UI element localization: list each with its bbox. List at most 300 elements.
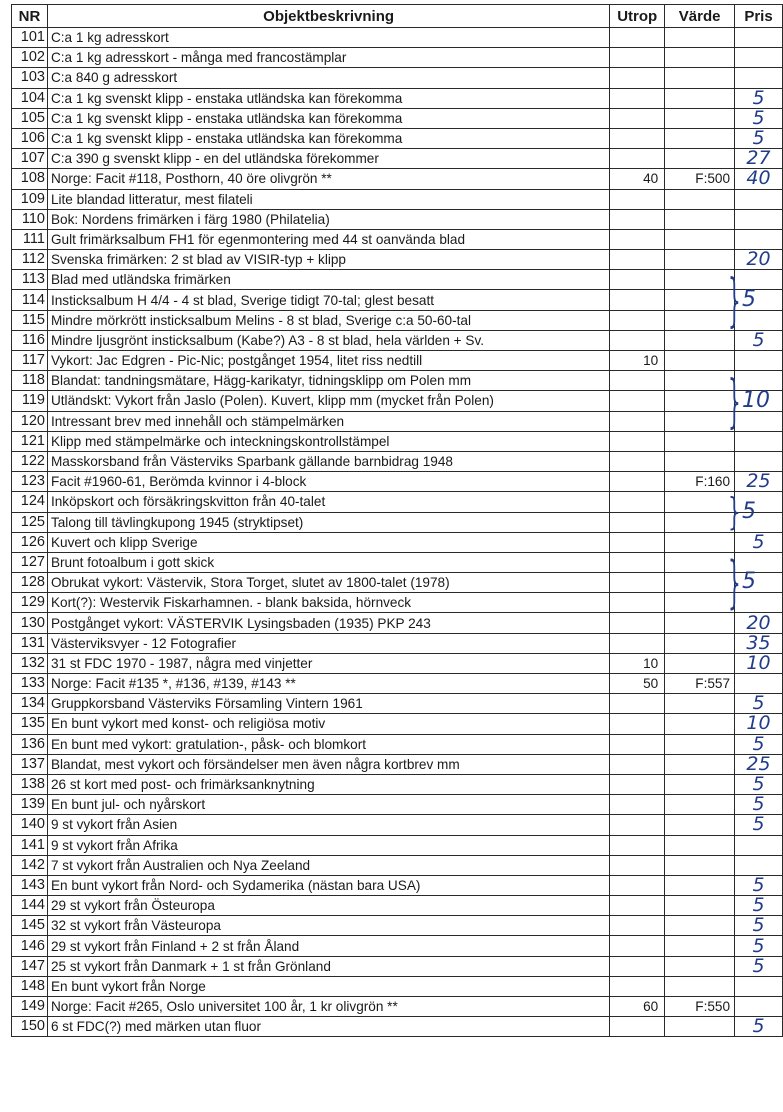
lot-number: 108 <box>12 169 48 189</box>
table-row <box>12 916 783 936</box>
lot-description: 25 st vykort från Danmark + 1 st från Grönland <box>47 956 609 976</box>
lot-starting-price <box>610 896 665 916</box>
lot-description: Brunt fotoalbum i gott skick <box>47 552 609 572</box>
table-row <box>12 88 783 108</box>
lot-handwritten-price: 5 <box>735 896 783 916</box>
lot-description: 7 st vykort från Australien och Nya Zeeland <box>47 855 609 875</box>
lot-handwritten-price: 40 <box>735 169 783 189</box>
lot-catalogue-value <box>665 1017 735 1037</box>
lot-catalogue-value: F:557 <box>665 674 735 694</box>
brace-group-price: 5 <box>742 498 756 524</box>
brace-mark: } <box>728 548 741 616</box>
lot-description: C:a 1 kg svenskt klipp - enstaka utländska kan förekomma <box>47 88 609 108</box>
lot-starting-price <box>610 694 665 714</box>
lot-description: En bunt jul- och nyårskort <box>47 795 609 815</box>
table-row <box>12 613 783 633</box>
lot-handwritten-price <box>735 593 783 613</box>
lot-handwritten-price <box>735 310 783 330</box>
lot-starting-price <box>610 189 665 209</box>
lot-description: Blandat: tandningsmätare, Hägg-karikatyr, tidningsklipp om Polen mm <box>47 371 609 391</box>
lot-number: 148 <box>12 976 48 996</box>
table-row <box>12 956 783 976</box>
lot-catalogue-value <box>665 290 735 310</box>
lot-catalogue-value <box>665 653 735 673</box>
lot-number: 143 <box>12 875 48 895</box>
lot-catalogue-value <box>665 149 735 169</box>
lot-catalogue-value <box>665 88 735 108</box>
lot-starting-price <box>610 613 665 633</box>
lot-handwritten-price: 5 <box>735 734 783 754</box>
table-row <box>12 875 783 895</box>
lot-catalogue-value <box>665 936 735 956</box>
lot-number: 119 <box>12 391 48 411</box>
auction-lot-table <box>11 4 783 1037</box>
lot-starting-price <box>610 270 665 290</box>
lot-catalogue-value <box>665 451 735 471</box>
table-row <box>12 815 783 835</box>
lot-number: 112 <box>12 250 48 270</box>
lot-number: 122 <box>12 451 48 471</box>
header-varde: Värde <box>665 5 735 28</box>
lot-starting-price <box>610 149 665 169</box>
lot-starting-price <box>610 431 665 451</box>
lot-description: Bok: Nordens frimärken i färg 1980 (Philatelia) <box>47 209 609 229</box>
lot-catalogue-value <box>665 815 735 835</box>
lot-starting-price <box>610 875 665 895</box>
lot-description: Lite blandad litteratur, mest filateli <box>47 189 609 209</box>
table-row <box>12 754 783 774</box>
lot-handwritten-price <box>735 229 783 249</box>
lot-starting-price <box>610 391 665 411</box>
brace-mark: } <box>728 366 741 435</box>
lot-starting-price <box>610 48 665 68</box>
lot-starting-price <box>610 290 665 310</box>
lot-starting-price <box>610 956 665 976</box>
table-row <box>12 976 783 996</box>
lot-number: 109 <box>12 189 48 209</box>
lot-catalogue-value <box>665 552 735 572</box>
lot-catalogue-value <box>665 209 735 229</box>
lot-starting-price <box>610 714 665 734</box>
lot-description: Facit #1960-61, Berömda kvinnor i 4-block <box>47 472 609 492</box>
lot-description: Svenska frimärken: 2 st blad av VISIR-typ + klipp <box>47 250 609 270</box>
table-row <box>12 552 783 572</box>
lot-handwritten-price: 10 <box>735 714 783 734</box>
lot-number: 131 <box>12 633 48 653</box>
lot-description: C:a 390 g svenskt klipp - en del utländska förekommer <box>47 149 609 169</box>
lot-starting-price: 10 <box>610 653 665 673</box>
lot-starting-price <box>610 310 665 330</box>
lot-starting-price <box>610 492 665 512</box>
lot-handwritten-price: 35 <box>735 633 783 653</box>
lot-number: 130 <box>12 613 48 633</box>
lot-number: 132 <box>12 653 48 673</box>
table-row <box>12 310 783 330</box>
lot-starting-price <box>610 472 665 492</box>
table-row <box>12 1017 783 1037</box>
lot-handwritten-price <box>735 997 783 1017</box>
lot-description: Norge: Facit #135 *, #136, #139, #143 ** <box>47 674 609 694</box>
lot-number: 121 <box>12 431 48 451</box>
lot-description: En bunt vykort från Nord- och Sydamerika (nästan bara USA) <box>47 875 609 895</box>
lot-handwritten-price: 5 <box>735 1017 783 1037</box>
lot-starting-price <box>610 936 665 956</box>
lot-catalogue-value <box>665 633 735 653</box>
lot-description: C:a 1 kg adresskort - många med francostämplar <box>47 48 609 68</box>
lot-handwritten-price: 5 <box>735 815 783 835</box>
lot-number: 147 <box>12 956 48 976</box>
lot-starting-price <box>610 754 665 774</box>
lot-handwritten-price <box>735 431 783 451</box>
lot-description: Kuvert och klipp Sverige <box>47 532 609 552</box>
table-row <box>12 835 783 855</box>
lot-number: 139 <box>12 795 48 815</box>
table-row <box>12 371 783 391</box>
table-row <box>12 896 783 916</box>
lot-catalogue-value <box>665 976 735 996</box>
lot-starting-price <box>610 108 665 128</box>
table-row <box>12 48 783 68</box>
lot-catalogue-value <box>665 48 735 68</box>
lot-number: 127 <box>12 552 48 572</box>
table-row <box>12 290 783 310</box>
lot-catalogue-value <box>665 734 735 754</box>
lot-starting-price <box>610 250 665 270</box>
lot-catalogue-value <box>665 28 735 48</box>
lot-starting-price <box>610 1017 665 1037</box>
lot-number: 133 <box>12 674 48 694</box>
lot-number: 114 <box>12 290 48 310</box>
lot-starting-price <box>610 68 665 88</box>
lot-description: 29 st vykort från Finland + 2 st från Åland <box>47 936 609 956</box>
lot-starting-price <box>610 229 665 249</box>
table-row <box>12 936 783 956</box>
lot-number: 102 <box>12 48 48 68</box>
table-row <box>12 28 783 48</box>
table-row <box>12 694 783 714</box>
lot-starting-price <box>610 976 665 996</box>
lot-description: Gult frimärksalbum FH1 för egenmontering med 44 st oanvända blad <box>47 229 609 249</box>
lot-number: 149 <box>12 997 48 1017</box>
lot-catalogue-value <box>665 128 735 148</box>
lot-catalogue-value <box>665 250 735 270</box>
lot-handwritten-price: 5 <box>735 795 783 815</box>
lot-description: Postgånget vykort: VÄSTERVIK Lysingsbaden (1935) PKP 243 <box>47 613 609 633</box>
brace-group-price: 10 <box>742 387 770 413</box>
lot-starting-price: 50 <box>610 674 665 694</box>
lot-starting-price <box>610 330 665 350</box>
lot-number: 150 <box>12 1017 48 1037</box>
lot-number: 137 <box>12 754 48 774</box>
lot-number: 103 <box>12 68 48 88</box>
table-row <box>12 714 783 734</box>
lot-catalogue-value <box>665 189 735 209</box>
table-row <box>12 270 783 290</box>
lot-handwritten-price: 20 <box>735 613 783 633</box>
lot-number: 111 <box>12 229 48 249</box>
header-pris: Pris <box>735 5 783 28</box>
lot-starting-price <box>610 512 665 532</box>
lot-catalogue-value: F:500 <box>665 169 735 189</box>
table-row <box>12 169 783 189</box>
lot-number: 124 <box>12 492 48 512</box>
lot-number: 146 <box>12 936 48 956</box>
lot-handwritten-price <box>735 28 783 48</box>
lot-catalogue-value <box>665 774 735 794</box>
lot-description: Västerviksvyer - 12 Fotografier <box>47 633 609 653</box>
lot-catalogue-value <box>665 371 735 391</box>
lot-catalogue-value <box>665 512 735 532</box>
table-row <box>12 472 783 492</box>
lot-catalogue-value <box>665 835 735 855</box>
lot-catalogue-value <box>665 391 735 411</box>
lot-catalogue-value <box>665 270 735 290</box>
header-description: Objektbeskrivning <box>47 5 609 28</box>
lot-starting-price <box>610 795 665 815</box>
table-row <box>12 431 783 451</box>
table-row <box>12 774 783 794</box>
table-row <box>12 633 783 653</box>
table-row <box>12 532 783 552</box>
table-row <box>12 674 783 694</box>
lot-number: 117 <box>12 351 48 371</box>
lot-catalogue-value <box>665 754 735 774</box>
table-row <box>12 795 783 815</box>
lot-catalogue-value <box>665 532 735 552</box>
table-row <box>12 855 783 875</box>
lot-catalogue-value <box>665 229 735 249</box>
lot-number: 120 <box>12 411 48 431</box>
lot-number: 113 <box>12 270 48 290</box>
lot-catalogue-value <box>665 593 735 613</box>
lot-description: En bunt vykort med konst- och religiösa motiv <box>47 714 609 734</box>
lot-description: Blandat, mest vykort och försändelser men även några kortbrev mm <box>47 754 609 774</box>
lot-starting-price <box>610 532 665 552</box>
header-row <box>12 5 783 28</box>
lot-description: En bunt vykort från Norge <box>47 976 609 996</box>
table-row <box>12 149 783 169</box>
lot-description: Intressant brev med innehåll och stämpelmärken <box>47 411 609 431</box>
lot-description: 9 st vykort från Asien <box>47 815 609 835</box>
lot-description: Kort(?): Westervik Fiskarhamnen. - blank baksida, hörnveck <box>47 593 609 613</box>
lot-number: 138 <box>12 774 48 794</box>
lot-description: Utländskt: Vykort från Jaslo (Polen). Kuvert, klipp mm (mycket från Polen) <box>47 391 609 411</box>
lot-catalogue-value <box>665 310 735 330</box>
lot-rows <box>12 28 783 1037</box>
lot-number: 105 <box>12 108 48 128</box>
lot-handwritten-price: 25 <box>735 754 783 774</box>
lot-handwritten-price <box>735 411 783 431</box>
table-row <box>12 451 783 471</box>
lot-description: C:a 1 kg svenskt klipp - enstaka utländska kan förekomma <box>47 108 609 128</box>
lot-number: 135 <box>12 714 48 734</box>
lot-handwritten-price: 5 <box>735 108 783 128</box>
brace-mark: } <box>728 265 741 334</box>
lot-starting-price <box>610 88 665 108</box>
lot-catalogue-value: F:550 <box>665 997 735 1017</box>
lot-starting-price <box>610 633 665 653</box>
brace-group-price: 5 <box>742 286 756 312</box>
table-row <box>12 734 783 754</box>
lot-catalogue-value <box>665 330 735 350</box>
table-row <box>12 330 783 350</box>
lot-handwritten-price: 27 <box>735 149 783 169</box>
lot-handwritten-price: 5 <box>735 330 783 350</box>
brace-group-price: 5 <box>742 569 756 594</box>
lot-number: 144 <box>12 896 48 916</box>
lot-starting-price <box>610 593 665 613</box>
lot-description: Inköpskort och försäkringskvitton från 40-talet <box>47 492 609 512</box>
lot-handwritten-price <box>735 976 783 996</box>
lot-description: 32 st vykort från Västeuropa <box>47 916 609 936</box>
table-row <box>12 68 783 88</box>
lot-handwritten-price <box>735 209 783 229</box>
lot-starting-price <box>610 916 665 936</box>
lot-description: Blad med utländska frimärken <box>47 270 609 290</box>
lot-number: 134 <box>12 694 48 714</box>
lot-catalogue-value <box>665 108 735 128</box>
lot-number: 106 <box>12 128 48 148</box>
lot-description: En bunt med vykort: gratulation-, påsk- och blomkort <box>47 734 609 754</box>
lot-description: Klipp med stämpelmärke och inteckningskontrollstämpel <box>47 431 609 451</box>
lot-number: 129 <box>12 593 48 613</box>
lot-handwritten-price: 5 <box>735 128 783 148</box>
lot-handwritten-price <box>735 68 783 88</box>
lot-catalogue-value <box>665 956 735 976</box>
table-row <box>12 593 783 613</box>
lot-starting-price <box>610 28 665 48</box>
lot-catalogue-value <box>665 896 735 916</box>
lot-handwritten-price <box>735 351 783 371</box>
lot-starting-price <box>610 209 665 229</box>
lot-description: Talong till tävlingkupong 1945 (stryktipset) <box>47 512 609 532</box>
lot-catalogue-value <box>665 795 735 815</box>
lot-handwritten-price: 5 <box>735 532 783 552</box>
lot-starting-price <box>610 815 665 835</box>
lot-description: Vykort: Jac Edgren - Pic-Nic; postgånget 1954, litet riss nedtill <box>47 351 609 371</box>
lot-starting-price: 40 <box>610 169 665 189</box>
lot-starting-price <box>610 411 665 431</box>
lot-handwritten-price <box>735 189 783 209</box>
lot-number: 125 <box>12 512 48 532</box>
table-row <box>12 229 783 249</box>
lot-number: 142 <box>12 855 48 875</box>
lot-description: 29 st vykort från Östeuropa <box>47 896 609 916</box>
lot-number: 104 <box>12 88 48 108</box>
lot-number: 123 <box>12 472 48 492</box>
header-utrop: Utrop <box>610 5 665 28</box>
lot-handwritten-price: 10 <box>735 653 783 673</box>
lot-handwritten-price: 25 <box>735 472 783 492</box>
lot-description: Mindre mörkrött insticksalbum Melins - 8 st blad, Sverige c:a 50-60-tal <box>47 310 609 330</box>
lot-starting-price <box>610 573 665 593</box>
lot-catalogue-value <box>665 411 735 431</box>
lot-catalogue-value <box>665 875 735 895</box>
lot-handwritten-price <box>735 835 783 855</box>
lot-catalogue-value <box>665 855 735 875</box>
lot-description: Obrukat vykort: Västervik, Stora Torget, slutet av 1800-talet (1978) <box>47 573 609 593</box>
lot-handwritten-price: 5 <box>735 88 783 108</box>
lot-number: 118 <box>12 371 48 391</box>
table-row <box>12 391 783 411</box>
table-row <box>12 492 783 512</box>
lot-catalogue-value <box>665 694 735 714</box>
lot-catalogue-value <box>665 916 735 936</box>
lot-description: 31 st FDC 1970 - 1987, några med vinjetter <box>47 653 609 673</box>
lot-number: 141 <box>12 835 48 855</box>
lot-number: 107 <box>12 149 48 169</box>
lot-catalogue-value <box>665 431 735 451</box>
lot-catalogue-value <box>665 613 735 633</box>
lot-catalogue-value <box>665 573 735 593</box>
lot-catalogue-value <box>665 351 735 371</box>
lot-description: Gruppkorsband Västerviks Församling Vintern 1961 <box>47 694 609 714</box>
lot-number: 115 <box>12 310 48 330</box>
lot-starting-price <box>610 371 665 391</box>
lot-starting-price <box>610 128 665 148</box>
table-row <box>12 351 783 371</box>
table-row <box>12 573 783 593</box>
lot-number: 116 <box>12 330 48 350</box>
lot-number: 145 <box>12 916 48 936</box>
lot-number: 110 <box>12 209 48 229</box>
lot-handwritten-price <box>735 674 783 694</box>
lot-description: 26 st kort med post- och frimärksanknytning <box>47 774 609 794</box>
lot-description: C:a 1 kg svenskt klipp - enstaka utländska kan förekomma <box>47 128 609 148</box>
lot-handwritten-price <box>735 855 783 875</box>
lot-catalogue-value <box>665 68 735 88</box>
lot-number: 126 <box>12 532 48 552</box>
lot-starting-price <box>610 451 665 471</box>
table-row <box>12 411 783 431</box>
lot-handwritten-price: 5 <box>735 936 783 956</box>
lot-handwritten-price <box>735 451 783 471</box>
lot-starting-price: 60 <box>610 997 665 1017</box>
lot-number: 101 <box>12 28 48 48</box>
lot-starting-price <box>610 774 665 794</box>
lot-number: 140 <box>12 815 48 835</box>
table-row <box>12 250 783 270</box>
lot-description: Norge: Facit #118, Posthorn, 40 öre olivgrön ** <box>47 169 609 189</box>
lot-handwritten-price: 20 <box>735 250 783 270</box>
lot-starting-price <box>610 835 665 855</box>
lot-handwritten-price: 5 <box>735 956 783 976</box>
lot-handwritten-price: 5 <box>735 694 783 714</box>
lot-starting-price <box>610 552 665 572</box>
table-row <box>12 512 783 532</box>
lot-handwritten-price <box>735 48 783 68</box>
lot-description: Insticksalbum H 4/4 - 4 st blad, Sverige tidigt 70-tal; glest besatt <box>47 290 609 310</box>
lot-starting-price: 10 <box>610 351 665 371</box>
lot-handwritten-price: 5 <box>735 916 783 936</box>
lot-description: Mindre ljusgrönt insticksalbum (Kabe?) A3 - 8 st blad, hela världen + Sv. <box>47 330 609 350</box>
table-row <box>12 108 783 128</box>
table-row <box>12 653 783 673</box>
header-nr: NR <box>12 5 48 28</box>
lot-description: 9 st vykort från Afrika <box>47 835 609 855</box>
lot-catalogue-value: F:160 <box>665 472 735 492</box>
lot-handwritten-price: 5 <box>735 774 783 794</box>
lot-description: Norge: Facit #265, Oslo universitet 100 år, 1 kr olivgrön ** <box>47 997 609 1017</box>
lot-description: C:a 1 kg adresskort <box>47 28 609 48</box>
lot-description: Masskorsband från Västerviks Sparbank gällande barnbidrag 1948 <box>47 451 609 471</box>
lot-catalogue-value <box>665 492 735 512</box>
table-row <box>12 128 783 148</box>
lot-description: 6 st FDC(?) med märken utan fluor <box>47 1017 609 1037</box>
lot-catalogue-value <box>665 714 735 734</box>
brace-mark: } <box>728 489 741 534</box>
lot-number: 136 <box>12 734 48 754</box>
